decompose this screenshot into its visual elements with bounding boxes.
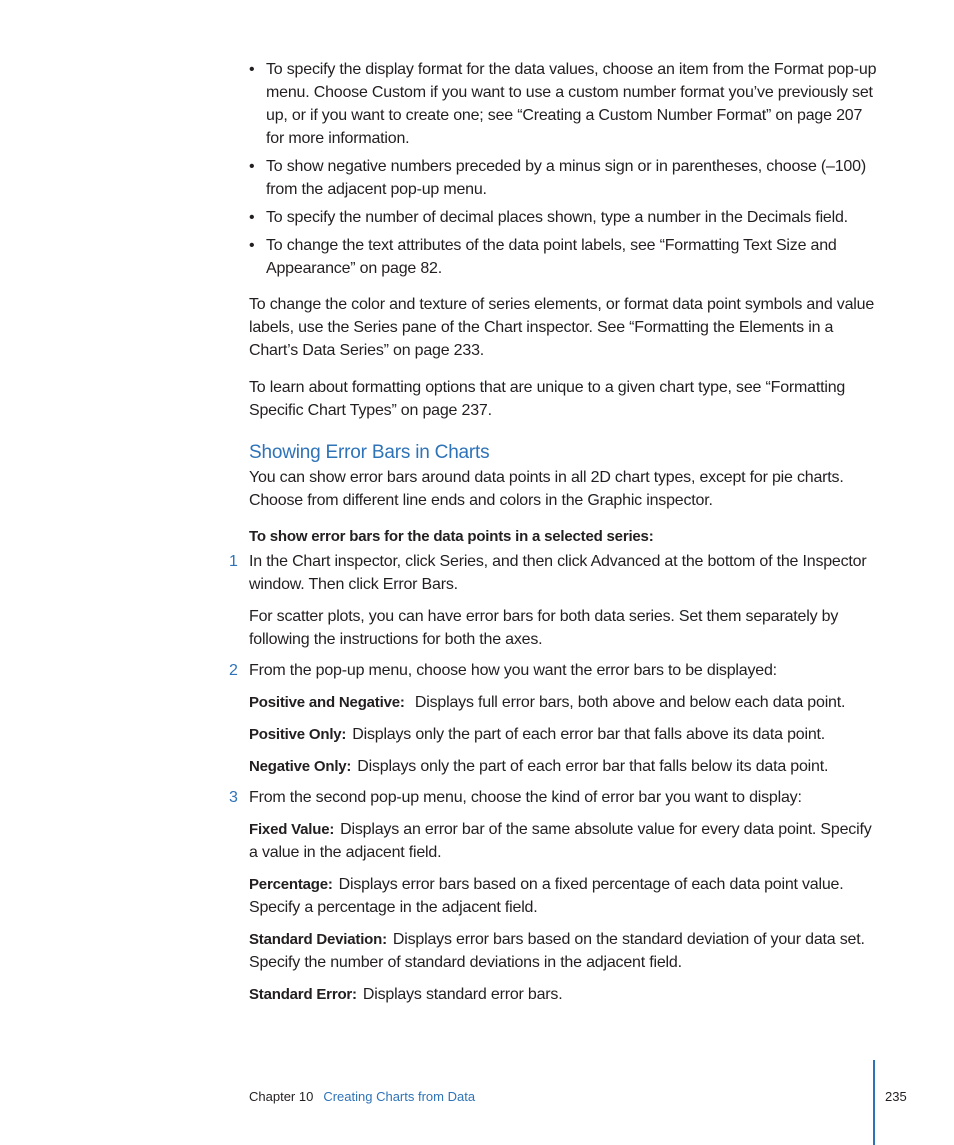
step-text: From the second pop-up menu, choose the kind of error bar you want to display: — [249, 789, 802, 806]
page-content — [229, 58, 879, 1006]
step-number: 3 — [229, 789, 238, 806]
definition-desc: Displays only the part of each error bar that falls below its data point. — [357, 758, 829, 775]
definition-item — [249, 818, 879, 864]
task-title: To show error bars for the data points in a selected series: — [249, 528, 654, 545]
bullet-glyph: • — [249, 209, 255, 226]
step-note: For scatter plots, you can have error bars for both data series. Set them separately by following the instructions for both the axes. — [249, 608, 839, 648]
definition-item — [249, 755, 879, 778]
bullet-glyph: • — [249, 61, 255, 78]
bullet-item — [249, 155, 879, 201]
bullet-item — [249, 58, 879, 150]
definition-item — [249, 723, 879, 746]
definition-item — [249, 983, 879, 1006]
bullet-text: To specify the number of decimal places shown, type a number in the Decimals field. — [266, 209, 848, 226]
definition-term: Negative Only: — [249, 758, 352, 775]
definition-desc: Displays standard error bars. — [362, 986, 563, 1003]
step-text: In the Chart inspector, click Series, and then click Advanced at the bottom of the Inspector window. Then click Error Bars. — [249, 553, 867, 593]
body-paragraph: To learn about formatting options that are unique to a given chart type, see “Formatting Specific Chart Types” on page 237. — [249, 379, 846, 419]
step-2 — [229, 659, 879, 682]
definition-term: Standard Deviation: — [249, 931, 387, 948]
bullet-item — [249, 234, 879, 280]
definition-term: Standard Error: — [249, 986, 357, 1003]
step-text: From the pop-up menu, choose how you want the error bars to be displayed: — [249, 662, 777, 679]
step-number: 1 — [229, 553, 238, 570]
bullet-text: To change the text attributes of the data point labels, see “Formatting Text Size and Appearance” on page 82. — [266, 237, 837, 277]
definition-item — [249, 928, 879, 974]
definition-term: Fixed Value: — [249, 821, 335, 838]
chapter-label: Chapter 10 — [249, 1089, 314, 1104]
footer-chapter — [249, 1088, 475, 1106]
definition-term: Positive Only: — [249, 726, 347, 743]
body-paragraph: To change the color and texture of series elements, or format data point symbols and value labels, use the Series pane of the Chart inspector. See “Formatting the Elements in a Chart’s Data Series” on page 233. — [249, 296, 875, 359]
chapter-title-link[interactable]: Creating Charts from Data — [323, 1089, 476, 1104]
bullet-glyph: • — [249, 158, 255, 175]
section-intro: You can show error bars around data points in all 2D chart types, except for pie charts. Choose from different line ends and colors in the Graphic inspector. — [249, 469, 844, 509]
bullet-item — [249, 206, 879, 229]
definition-item — [249, 873, 879, 919]
definition-desc: Displays error bars based on a fixed percentage of each data point value. Specify a percentage in the adjacent field. — [249, 876, 844, 916]
section-heading: Showing Error Bars in Charts — [249, 442, 490, 463]
definition-desc: Displays full error bars, both above and below each data point. — [414, 694, 846, 711]
bullet-text: To show negative numbers preceded by a minus sign or in parentheses, choose (–100) from the adjacent pop-up menu. — [266, 158, 866, 198]
page-number: 235 — [885, 1089, 907, 1104]
bullet-text: To specify the display format for the data values, choose an item from the Format pop-up menu. Choose Custom if you want to use a custom number format you’ve previously set up, or if you want to create one; see “Creating a Custom Number Format” on page 207 for more information. — [266, 61, 877, 147]
definition-desc: Displays error bars based on the standard deviation of your data set. Specify the number of standard deviations in the adjacent field. — [249, 931, 865, 971]
definition-item — [249, 691, 879, 714]
bullet-glyph: • — [249, 237, 255, 254]
footer-divider — [873, 1060, 875, 1145]
step-number: 2 — [229, 662, 238, 679]
step-3 — [229, 786, 879, 809]
definition-term: Percentage: — [249, 876, 333, 893]
step-1 — [229, 550, 879, 596]
definition-term: Positive and Negative: — [249, 694, 405, 711]
bullet-list — [249, 58, 879, 280]
definition-desc: Displays only the part of each error bar that falls above its data point. — [352, 726, 826, 743]
definition-desc: Displays an error bar of the same absolute value for every data point. Specify a value in the adjacent field. — [249, 821, 872, 861]
